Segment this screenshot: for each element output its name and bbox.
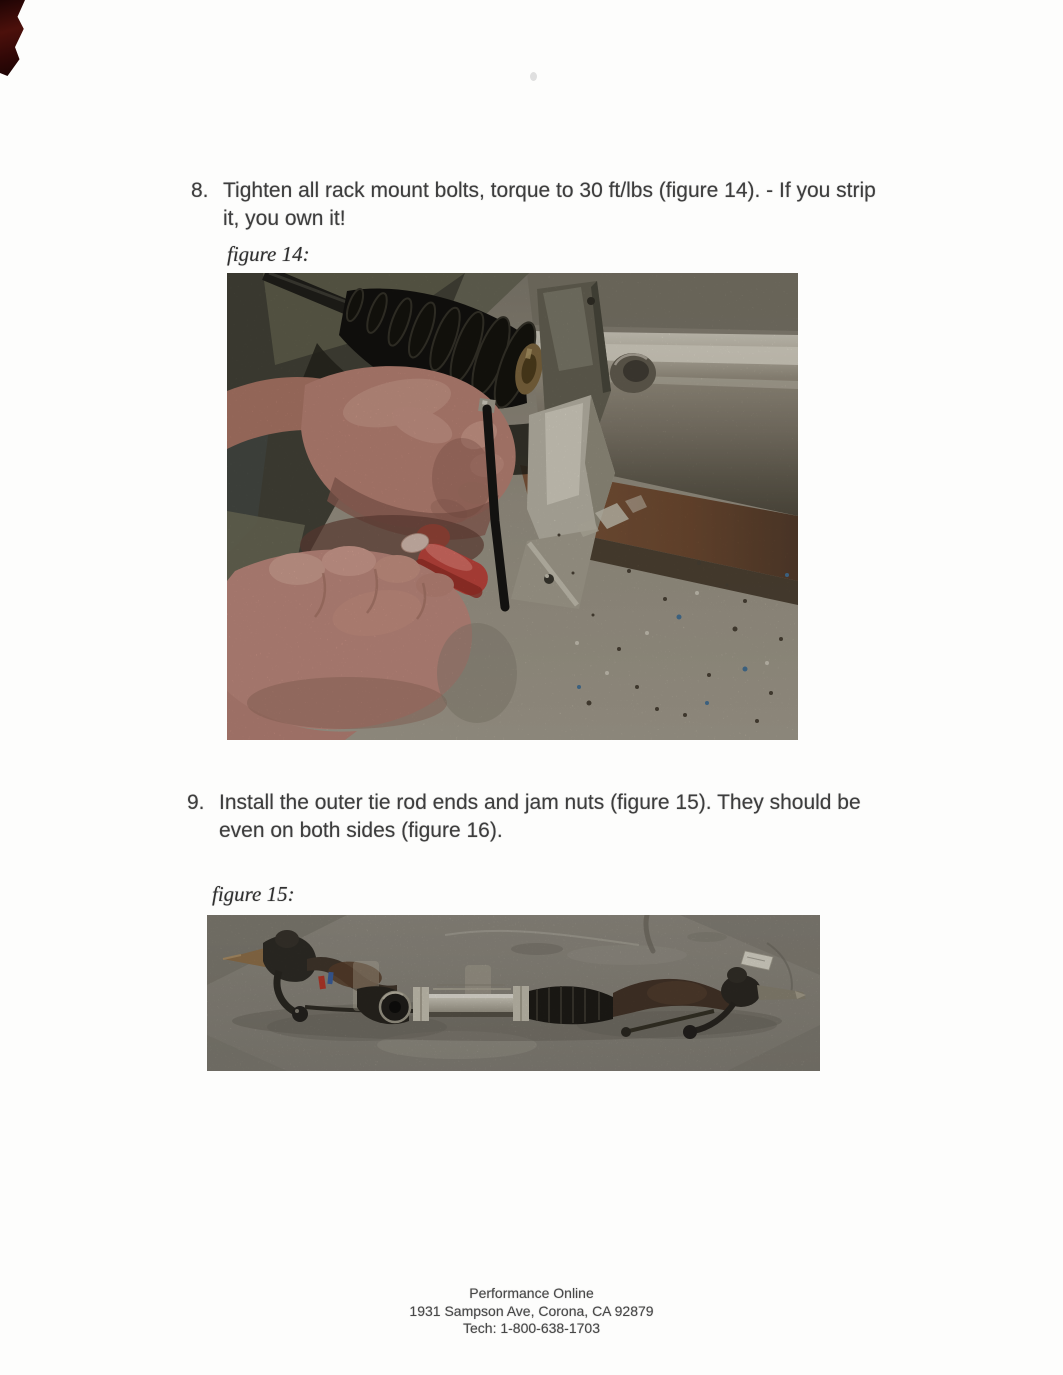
step-8-text: Tighten all rack mount bolts, torque to 30 ft/lbs (figure 14). - If you strip it, you own it! [223, 179, 876, 230]
figure-14-photo [227, 273, 798, 740]
scan-corner-artifact [0, 0, 25, 76]
photo-grain [227, 273, 798, 740]
footer-phone: Tech: 1-800-638-1703 [463, 1320, 600, 1336]
step-9-text: Install the outer tie rod ends and jam nuts (figure 15). They should be even on both sides (figure 16). [219, 791, 861, 842]
step-9 [187, 789, 864, 845]
figure-14-illustration [227, 273, 798, 740]
page-footer [0, 1285, 1063, 1338]
footer-address: 1931 Sampson Ave, Corona, CA 92879 [409, 1302, 654, 1319]
step-9-number: 9. [187, 791, 205, 814]
figure-15-photo [207, 915, 820, 1071]
photo-grain [207, 915, 820, 1071]
step-8-number: 8. [191, 179, 209, 202]
figure-15-illustration [207, 915, 820, 1071]
figure-15-label: figure 15: [212, 882, 295, 906]
figure-14-label: figure 14: [227, 242, 310, 266]
step-8 [191, 177, 893, 233]
footer-company: Performance Online [469, 1285, 594, 1301]
scan-speck-artifact [530, 72, 537, 81]
